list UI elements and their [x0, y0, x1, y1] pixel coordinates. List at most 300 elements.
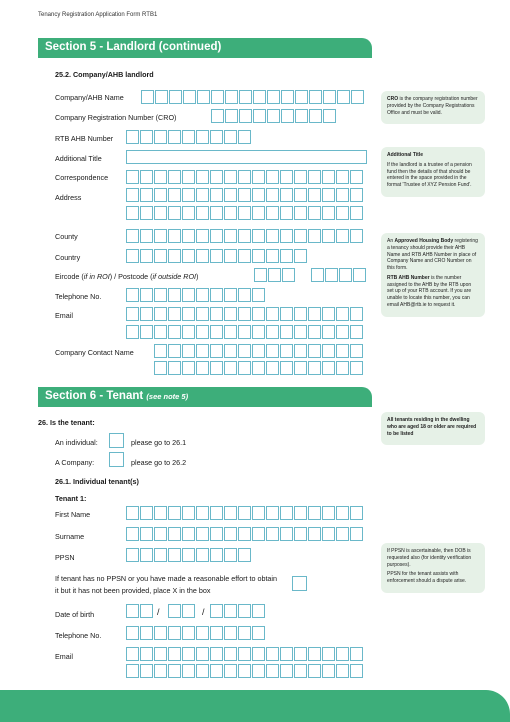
char-box[interactable]: [308, 206, 321, 220]
char-box[interactable]: [196, 229, 209, 243]
char-box[interactable]: [182, 170, 195, 184]
char-box[interactable]: [322, 664, 335, 678]
char-box[interactable]: [140, 288, 153, 302]
char-box[interactable]: [322, 361, 335, 375]
char-box[interactable]: [154, 188, 167, 202]
char-box[interactable]: [140, 527, 153, 541]
char-box[interactable]: [350, 206, 363, 220]
char-box[interactable]: [280, 325, 293, 339]
char-box[interactable]: [281, 90, 294, 104]
address-row-3[interactable]: [126, 206, 364, 220]
char-box[interactable]: [350, 325, 363, 339]
char-box[interactable]: [252, 527, 265, 541]
char-box[interactable]: [182, 325, 195, 339]
char-box[interactable]: [196, 361, 209, 375]
char-box[interactable]: [182, 506, 195, 520]
char-box[interactable]: [322, 229, 335, 243]
char-box[interactable]: [325, 268, 338, 282]
char-box[interactable]: [224, 170, 237, 184]
char-box[interactable]: [182, 288, 195, 302]
char-box[interactable]: [126, 325, 139, 339]
char-box[interactable]: [154, 229, 167, 243]
char-box[interactable]: [350, 647, 363, 661]
char-box[interactable]: [183, 90, 196, 104]
char-box[interactable]: [280, 527, 293, 541]
char-box[interactable]: [322, 647, 335, 661]
char-box[interactable]: [196, 664, 209, 678]
char-box[interactable]: [294, 647, 307, 661]
char-box[interactable]: [126, 229, 139, 243]
char-box[interactable]: [126, 604, 139, 618]
char-box[interactable]: [252, 626, 265, 640]
char-box[interactable]: [322, 206, 335, 220]
char-box[interactable]: [254, 268, 267, 282]
tenant-email-row-1[interactable]: [126, 647, 364, 661]
char-box[interactable]: [308, 361, 321, 375]
telephone-boxes[interactable]: [126, 288, 266, 302]
char-box[interactable]: [238, 506, 251, 520]
char-box[interactable]: [280, 229, 293, 243]
char-box[interactable]: [238, 527, 251, 541]
char-box[interactable]: [210, 249, 223, 263]
char-box[interactable]: [182, 206, 195, 220]
char-box[interactable]: [294, 506, 307, 520]
char-box[interactable]: [210, 288, 223, 302]
char-box[interactable]: [322, 188, 335, 202]
char-box[interactable]: [126, 249, 139, 263]
char-box[interactable]: [182, 249, 195, 263]
char-box[interactable]: [322, 307, 335, 321]
char-box[interactable]: [224, 249, 237, 263]
char-box[interactable]: [280, 361, 293, 375]
char-box[interactable]: [155, 90, 168, 104]
char-box[interactable]: [238, 604, 251, 618]
char-box[interactable]: [154, 548, 167, 562]
char-box[interactable]: [182, 604, 195, 618]
char-box[interactable]: [280, 188, 293, 202]
char-box[interactable]: [225, 109, 238, 123]
char-box[interactable]: [154, 288, 167, 302]
char-box[interactable]: [224, 188, 237, 202]
char-box[interactable]: [266, 344, 279, 358]
char-box[interactable]: [225, 90, 238, 104]
char-box[interactable]: [281, 109, 294, 123]
char-box[interactable]: [140, 506, 153, 520]
char-box[interactable]: [154, 626, 167, 640]
char-box[interactable]: [140, 130, 153, 144]
char-box[interactable]: [252, 647, 265, 661]
char-box[interactable]: [224, 288, 237, 302]
char-box[interactable]: [154, 325, 167, 339]
char-box[interactable]: [308, 325, 321, 339]
char-box[interactable]: [252, 604, 265, 618]
char-box[interactable]: [238, 361, 251, 375]
contact-name-row-1[interactable]: [154, 344, 364, 358]
ppsn-boxes[interactable]: [126, 548, 252, 562]
char-box[interactable]: [211, 90, 224, 104]
char-box[interactable]: [126, 307, 139, 321]
char-box[interactable]: [182, 344, 195, 358]
char-box[interactable]: [308, 506, 321, 520]
char-box[interactable]: [140, 206, 153, 220]
char-box[interactable]: [238, 188, 251, 202]
char-box[interactable]: [280, 647, 293, 661]
char-box[interactable]: [224, 206, 237, 220]
char-box[interactable]: [238, 664, 251, 678]
char-box[interactable]: [196, 249, 209, 263]
char-box[interactable]: [308, 229, 321, 243]
char-box[interactable]: [350, 229, 363, 243]
char-box[interactable]: [308, 188, 321, 202]
char-box[interactable]: [295, 90, 308, 104]
dob-year-boxes[interactable]: [210, 604, 266, 618]
char-box[interactable]: [196, 288, 209, 302]
char-box[interactable]: [238, 325, 251, 339]
char-box[interactable]: [268, 268, 281, 282]
char-box[interactable]: [168, 249, 181, 263]
char-box[interactable]: [224, 130, 237, 144]
char-box[interactable]: [154, 344, 167, 358]
char-box[interactable]: [266, 206, 279, 220]
char-box[interactable]: [238, 229, 251, 243]
char-box[interactable]: [267, 109, 280, 123]
char-box[interactable]: [224, 325, 237, 339]
char-box[interactable]: [309, 90, 322, 104]
char-box[interactable]: [224, 229, 237, 243]
char-box[interactable]: [294, 249, 307, 263]
char-box[interactable]: [210, 604, 223, 618]
char-box[interactable]: [353, 268, 366, 282]
char-box[interactable]: [239, 90, 252, 104]
char-box[interactable]: [196, 527, 209, 541]
char-box[interactable]: [168, 344, 181, 358]
char-box[interactable]: [280, 206, 293, 220]
char-box[interactable]: [182, 188, 195, 202]
char-box[interactable]: [350, 188, 363, 202]
char-box[interactable]: [126, 170, 139, 184]
char-box[interactable]: [168, 170, 181, 184]
char-box[interactable]: [350, 170, 363, 184]
char-box[interactable]: [308, 527, 321, 541]
char-box[interactable]: [126, 647, 139, 661]
char-box[interactable]: [154, 527, 167, 541]
char-box[interactable]: [350, 506, 363, 520]
char-box[interactable]: [280, 249, 293, 263]
char-box[interactable]: [350, 527, 363, 541]
char-box[interactable]: [141, 90, 154, 104]
char-box[interactable]: [154, 506, 167, 520]
char-box[interactable]: [168, 229, 181, 243]
char-box[interactable]: [126, 527, 139, 541]
char-box[interactable]: [308, 307, 321, 321]
char-box[interactable]: [266, 527, 279, 541]
char-box[interactable]: [182, 130, 195, 144]
char-box[interactable]: [140, 548, 153, 562]
char-box[interactable]: [322, 325, 335, 339]
no-ppsn-checkbox[interactable]: [292, 576, 307, 591]
char-box[interactable]: [238, 288, 251, 302]
char-box[interactable]: [154, 170, 167, 184]
char-box[interactable]: [196, 206, 209, 220]
tenant-telephone-boxes[interactable]: [126, 626, 266, 640]
char-box[interactable]: [168, 325, 181, 339]
additional-title-field[interactable]: [126, 150, 367, 164]
char-box[interactable]: [210, 229, 223, 243]
char-box[interactable]: [140, 229, 153, 243]
char-box[interactable]: [196, 170, 209, 184]
contact-name-row-2[interactable]: [154, 361, 364, 375]
char-box[interactable]: [169, 90, 182, 104]
char-box[interactable]: [294, 325, 307, 339]
char-box[interactable]: [266, 361, 279, 375]
char-box[interactable]: [238, 647, 251, 661]
char-box[interactable]: [126, 548, 139, 562]
company-checkbox[interactable]: [109, 452, 124, 467]
char-box[interactable]: [126, 130, 139, 144]
char-box[interactable]: [336, 527, 349, 541]
char-box[interactable]: [140, 664, 153, 678]
char-box[interactable]: [294, 206, 307, 220]
char-box[interactable]: [196, 506, 209, 520]
cro-boxes[interactable]: [211, 109, 337, 123]
char-box[interactable]: [210, 170, 223, 184]
char-box[interactable]: [154, 130, 167, 144]
char-box[interactable]: [238, 344, 251, 358]
char-box[interactable]: [182, 361, 195, 375]
char-box[interactable]: [253, 90, 266, 104]
char-box[interactable]: [336, 325, 349, 339]
char-box[interactable]: [210, 130, 223, 144]
char-box[interactable]: [168, 307, 181, 321]
char-box[interactable]: [210, 527, 223, 541]
char-box[interactable]: [196, 344, 209, 358]
char-box[interactable]: [196, 130, 209, 144]
char-box[interactable]: [294, 188, 307, 202]
char-box[interactable]: [252, 229, 265, 243]
char-box[interactable]: [224, 626, 237, 640]
char-box[interactable]: [266, 249, 279, 263]
char-box[interactable]: [210, 361, 223, 375]
char-box[interactable]: [336, 664, 349, 678]
char-box[interactable]: [336, 229, 349, 243]
address-row-2[interactable]: [126, 188, 364, 202]
first-name-boxes[interactable]: [126, 506, 364, 520]
char-box[interactable]: [196, 188, 209, 202]
char-box[interactable]: [266, 170, 279, 184]
char-box[interactable]: [322, 527, 335, 541]
char-box[interactable]: [210, 647, 223, 661]
char-box[interactable]: [196, 626, 209, 640]
char-box[interactable]: [238, 548, 251, 562]
char-box[interactable]: [168, 188, 181, 202]
char-box[interactable]: [154, 206, 167, 220]
char-box[interactable]: [182, 548, 195, 562]
char-box[interactable]: [337, 90, 350, 104]
char-box[interactable]: [182, 527, 195, 541]
char-box[interactable]: [238, 206, 251, 220]
char-box[interactable]: [126, 506, 139, 520]
char-box[interactable]: [197, 90, 210, 104]
char-box[interactable]: [140, 170, 153, 184]
char-box[interactable]: [238, 626, 251, 640]
char-box[interactable]: [210, 548, 223, 562]
char-box[interactable]: [323, 90, 336, 104]
char-box[interactable]: [224, 527, 237, 541]
char-box[interactable]: [182, 307, 195, 321]
char-box[interactable]: [322, 506, 335, 520]
char-box[interactable]: [238, 130, 251, 144]
char-box[interactable]: [182, 229, 195, 243]
char-box[interactable]: [210, 188, 223, 202]
char-box[interactable]: [224, 548, 237, 562]
char-box[interactable]: [224, 664, 237, 678]
char-box[interactable]: [224, 647, 237, 661]
email-row-1[interactable]: [126, 307, 364, 321]
char-box[interactable]: [210, 664, 223, 678]
char-box[interactable]: [350, 307, 363, 321]
char-box[interactable]: [196, 548, 209, 562]
char-box[interactable]: [336, 307, 349, 321]
char-box[interactable]: [224, 344, 237, 358]
dob-month-boxes[interactable]: [168, 604, 196, 618]
char-box[interactable]: [308, 170, 321, 184]
char-box[interactable]: [126, 664, 139, 678]
char-box[interactable]: [336, 344, 349, 358]
char-box[interactable]: [239, 109, 252, 123]
char-box[interactable]: [323, 109, 336, 123]
char-box[interactable]: [252, 249, 265, 263]
char-box[interactable]: [140, 325, 153, 339]
county-boxes[interactable]: [126, 229, 364, 243]
char-box[interactable]: [253, 109, 266, 123]
char-box[interactable]: [280, 170, 293, 184]
char-box[interactable]: [322, 170, 335, 184]
char-box[interactable]: [140, 249, 153, 263]
char-box[interactable]: [182, 626, 195, 640]
char-box[interactable]: [168, 647, 181, 661]
char-box[interactable]: [267, 90, 280, 104]
char-box[interactable]: [252, 188, 265, 202]
char-box[interactable]: [336, 206, 349, 220]
char-box[interactable]: [140, 188, 153, 202]
char-box[interactable]: [336, 361, 349, 375]
char-box[interactable]: [294, 527, 307, 541]
char-box[interactable]: [168, 206, 181, 220]
char-box[interactable]: [266, 506, 279, 520]
char-box[interactable]: [350, 361, 363, 375]
char-box[interactable]: [266, 647, 279, 661]
char-box[interactable]: [294, 307, 307, 321]
char-box[interactable]: [238, 307, 251, 321]
char-box[interactable]: [308, 647, 321, 661]
char-box[interactable]: [336, 506, 349, 520]
char-box[interactable]: [311, 268, 324, 282]
char-box[interactable]: [210, 325, 223, 339]
char-box[interactable]: [126, 288, 139, 302]
char-box[interactable]: [252, 344, 265, 358]
char-box[interactable]: [210, 506, 223, 520]
char-box[interactable]: [336, 188, 349, 202]
email-row-2[interactable]: [126, 325, 364, 339]
char-box[interactable]: [266, 188, 279, 202]
char-box[interactable]: [196, 307, 209, 321]
char-box[interactable]: [252, 506, 265, 520]
surname-boxes[interactable]: [126, 527, 364, 541]
company-name-boxes[interactable]: [141, 90, 365, 104]
address-row-1[interactable]: [126, 170, 364, 184]
eircode-boxes-b[interactable]: [311, 268, 367, 282]
char-box[interactable]: [140, 626, 153, 640]
char-box[interactable]: [210, 307, 223, 321]
char-box[interactable]: [308, 344, 321, 358]
char-box[interactable]: [168, 361, 181, 375]
char-box[interactable]: [294, 170, 307, 184]
char-box[interactable]: [339, 268, 352, 282]
char-box[interactable]: [252, 206, 265, 220]
char-box[interactable]: [168, 527, 181, 541]
char-box[interactable]: [168, 130, 181, 144]
char-box[interactable]: [224, 506, 237, 520]
dob-day-boxes[interactable]: [126, 604, 154, 618]
char-box[interactable]: [210, 344, 223, 358]
char-box[interactable]: [238, 170, 251, 184]
char-box[interactable]: [126, 188, 139, 202]
char-box[interactable]: [280, 344, 293, 358]
char-box[interactable]: [282, 268, 295, 282]
char-box[interactable]: [168, 548, 181, 562]
char-box[interactable]: [168, 664, 181, 678]
char-box[interactable]: [182, 664, 195, 678]
char-box[interactable]: [322, 344, 335, 358]
char-box[interactable]: [140, 647, 153, 661]
char-box[interactable]: [280, 664, 293, 678]
char-box[interactable]: [308, 664, 321, 678]
char-box[interactable]: [266, 229, 279, 243]
char-box[interactable]: [252, 170, 265, 184]
char-box[interactable]: [266, 664, 279, 678]
char-box[interactable]: [196, 325, 209, 339]
char-box[interactable]: [210, 206, 223, 220]
tenant-email-row-2[interactable]: [126, 664, 364, 678]
char-box[interactable]: [351, 90, 364, 104]
char-box[interactable]: [294, 229, 307, 243]
char-box[interactable]: [154, 307, 167, 321]
char-box[interactable]: [266, 307, 279, 321]
char-box[interactable]: [154, 249, 167, 263]
char-box[interactable]: [280, 307, 293, 321]
char-box[interactable]: [126, 626, 139, 640]
char-box[interactable]: [210, 626, 223, 640]
char-box[interactable]: [336, 647, 349, 661]
char-box[interactable]: [140, 604, 153, 618]
char-box[interactable]: [196, 647, 209, 661]
char-box[interactable]: [266, 325, 279, 339]
char-box[interactable]: [252, 361, 265, 375]
char-box[interactable]: [154, 664, 167, 678]
char-box[interactable]: [295, 109, 308, 123]
char-box[interactable]: [294, 664, 307, 678]
char-box[interactable]: [294, 361, 307, 375]
char-box[interactable]: [280, 506, 293, 520]
char-box[interactable]: [309, 109, 322, 123]
char-box[interactable]: [182, 647, 195, 661]
country-boxes[interactable]: [126, 249, 308, 263]
char-box[interactable]: [252, 664, 265, 678]
char-box[interactable]: [168, 288, 181, 302]
individual-checkbox[interactable]: [109, 433, 124, 448]
eircode-boxes-a[interactable]: [254, 268, 296, 282]
char-box[interactable]: [224, 604, 237, 618]
